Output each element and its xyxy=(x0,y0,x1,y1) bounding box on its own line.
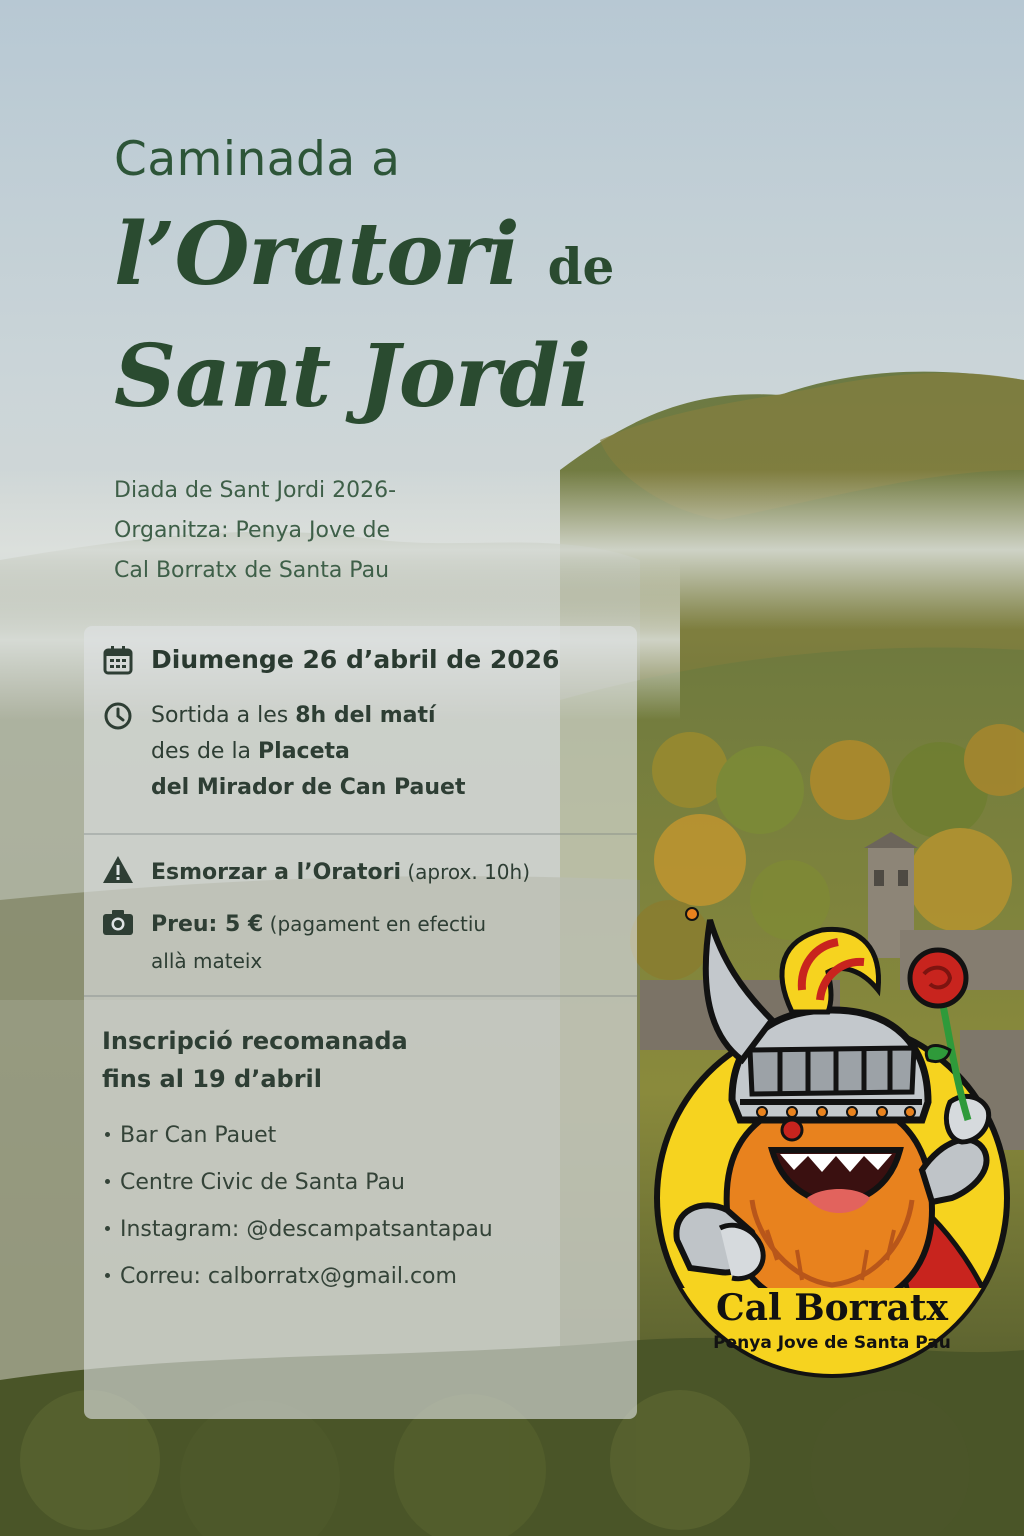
registration-list xyxy=(102,1112,493,1300)
title-de: de xyxy=(547,237,615,296)
title-line-3: Sant Jordi xyxy=(114,326,591,427)
price-note: (pagament en efectiu xyxy=(263,912,487,936)
list-item xyxy=(102,1159,493,1206)
registration-item: Bar Can Pauet xyxy=(120,1123,277,1148)
price-label: Preu: 5 € xyxy=(151,912,264,937)
list-item xyxy=(102,1206,493,1253)
registration-item: Correu: calborratx@gmail.com xyxy=(120,1264,457,1289)
poster-title-block xyxy=(114,132,674,591)
price-row xyxy=(102,906,486,979)
list-item xyxy=(102,1112,493,1159)
registration-title-line: fins al 19 d’abril xyxy=(102,1065,323,1093)
divider xyxy=(84,833,637,835)
list-item xyxy=(102,1253,493,1300)
clock-icon xyxy=(102,700,134,732)
price-text xyxy=(151,906,486,979)
subtitle xyxy=(114,471,484,591)
departure-row xyxy=(102,698,466,806)
cal-borratx-logo xyxy=(632,880,1024,1400)
subtitle-line: Organitza: Penya Jove de xyxy=(114,518,390,543)
breakfast-label: Esmorzar a l’Oratori xyxy=(151,860,401,885)
breakfast-row xyxy=(102,854,530,891)
registration-title-line: Inscripció recomanada xyxy=(102,1027,408,1055)
departure-place: Placeta xyxy=(258,739,350,764)
departure-line1: Sortida a les xyxy=(151,703,296,728)
registration-title xyxy=(102,1022,522,1098)
warning-icon xyxy=(102,854,134,886)
registration-item: Instagram: @descampatsantapau xyxy=(120,1217,493,1242)
camera-icon xyxy=(102,906,134,938)
event-date: Diumenge 26 d’abril de 2026 xyxy=(151,645,560,674)
departure-text xyxy=(151,698,466,806)
info-panel xyxy=(84,626,637,1419)
title-oratori: l’Oratori xyxy=(114,204,519,305)
registration-item: Centre Civic de Santa Pau xyxy=(120,1170,405,1195)
logo-name: Cal Borratx xyxy=(716,1287,948,1329)
breakfast-text xyxy=(151,854,530,891)
subtitle-line: Cal Borratx de Santa Pau xyxy=(114,558,390,583)
departure-time: 8h del matí xyxy=(295,703,436,728)
date-row xyxy=(102,644,559,676)
breakfast-time: (aprox. 10h) xyxy=(401,860,530,884)
logo-tagline: Penya Jove de Santa Pau xyxy=(713,1333,951,1353)
calendar-icon xyxy=(102,644,134,676)
divider xyxy=(84,995,637,997)
title-line-1: Caminada a xyxy=(114,132,401,187)
price-note-line2: allà mateix xyxy=(151,949,263,973)
subtitle-line: Diada de Sant Jordi 2026- xyxy=(114,478,397,503)
departure-line2: des de la xyxy=(151,739,259,764)
title-line-2 xyxy=(114,204,674,315)
departure-place-line2: del Mirador de Can Pauet xyxy=(151,775,466,800)
